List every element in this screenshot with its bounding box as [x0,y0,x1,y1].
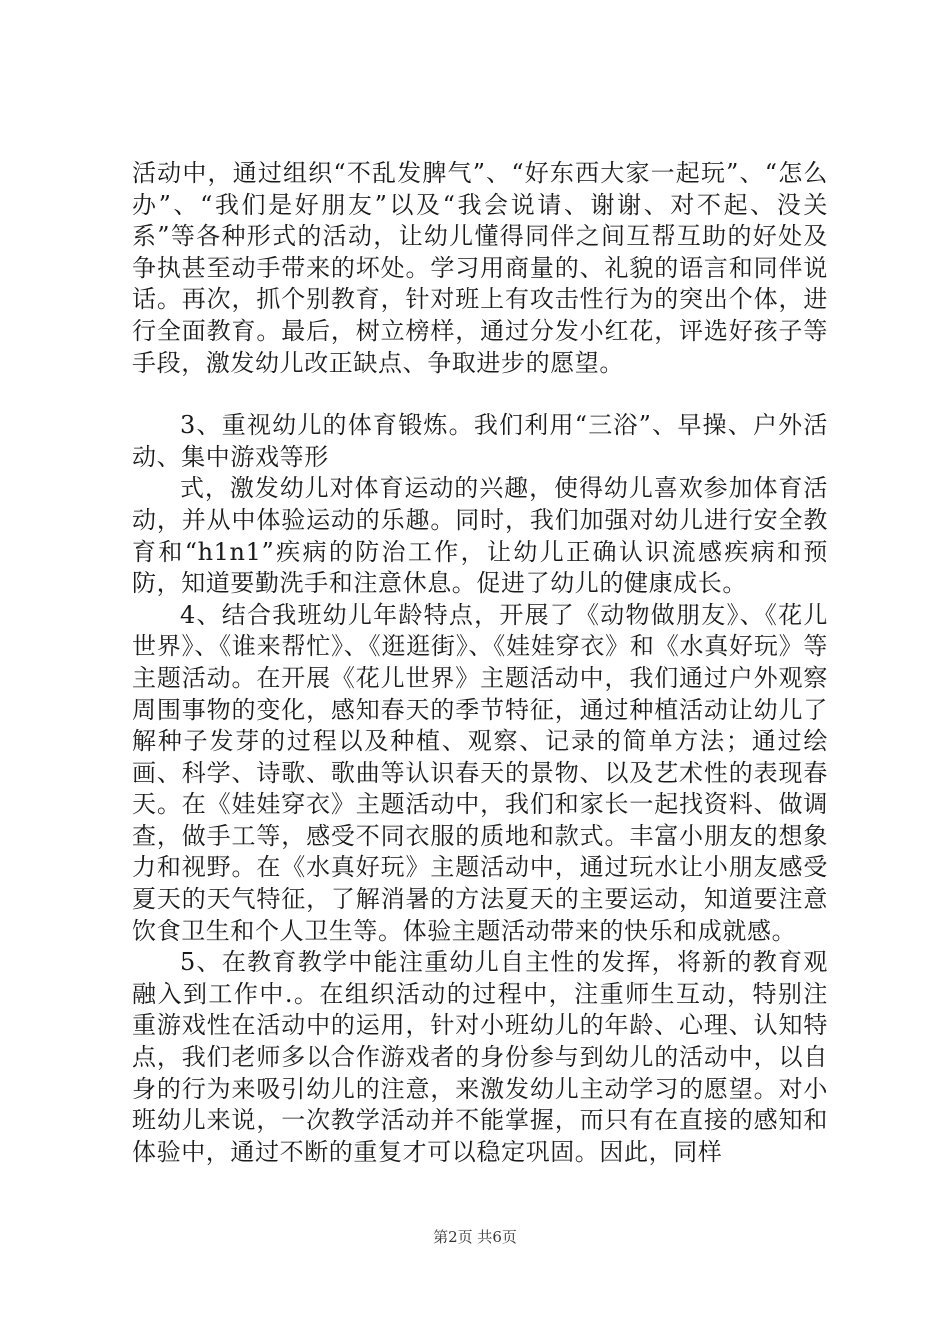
paragraph-item-3-body: 式，激发幼儿对体育运动的兴趣，使得幼儿喜欢参加体育活动，并从中体验运动的乐趣。同时，我们加强对幼儿进行安全教育和“h1n1”疾病的防治工作，让幼儿正确认识流感疾病和预防，知道要勤洗手和注意休息。促进了幼儿的健康成长。 [132,474,828,598]
document-body [132,158,828,1168]
paragraph-item-4: 4、结合我班幼儿年龄特点，开展了《动物做朋友》、《花儿世界》、《谁来帮忙》、《逛逛街》、《娃娃穿衣》和《水真好玩》等主题活动。在开展《花儿世界》主题活动中，我们通过户外观察周围事物的变化，感知春天的季节特征，通过种植活动让幼儿了解种子发芽的过程以及种植、观察、记录的简单方法；通过绘画、科学、诗歌、歌曲等认识春天的景物、以及艺术性的表现春天。在《娃娃穿衣》主题活动中，我们和家长一起找资料、做调查，做手工等，感受不同衣服的质地和款式。丰富小朋友的想象力和视野。在《水真好玩》主题活动中，通过玩水让小朋友感受夏天的天气特征，了解消暑的方法夏天的主要运动，知道要注意饮食卫生和个人卫生等。体验主题活动带来的快乐和成就感。 [132,600,828,945]
paragraph-item-5: 5、在教育教学中能注重幼儿自主性的发挥，将新的教育观融入到工作中.。在组织活动的过程中，注重师生互动，特别注重游戏性在活动中的运用，针对小班幼儿的年龄、心理、认知特点，我们老师多以合作游戏者的身份参与到幼儿的活动中，以自身的行为来吸引幼儿的注意，来激发幼儿主动学习的愿望。对小班幼儿来说，一次教学活动并不能掌握，而只有在直接的感知和体验中，通过不断的重复才可以稳定巩固。因此，同样 [132,948,828,1166]
paragraph-gap [132,379,828,410]
paragraph-item-3-head: 3、重视幼儿的体育锻炼。我们利用“三浴”、早操、户外活动、集中游戏等形 [132,411,828,471]
page-number-footer: 第2页 共6页 [433,1228,517,1246]
paragraph-continuation: 活动中，通过组织“不乱发脾气”、“好东西大家一起玩”、“怎么办”、“我们是好朋友”以及“我会说请、谢谢、对不起、没关系”等各种形式的活动，让幼儿懂得同伴之间互帮互助的好处及争执甚至动手带来的坏处。学习用商量的、礼貌的语言和同伴说话。再次，抓个别教育，针对班上有攻击性行为的突出个体，进行全面教育。最后，树立榜样，通过分发小红花，评选好孩子等手段，激发幼儿改正缺点、争取进步的愿望。 [132,159,828,377]
